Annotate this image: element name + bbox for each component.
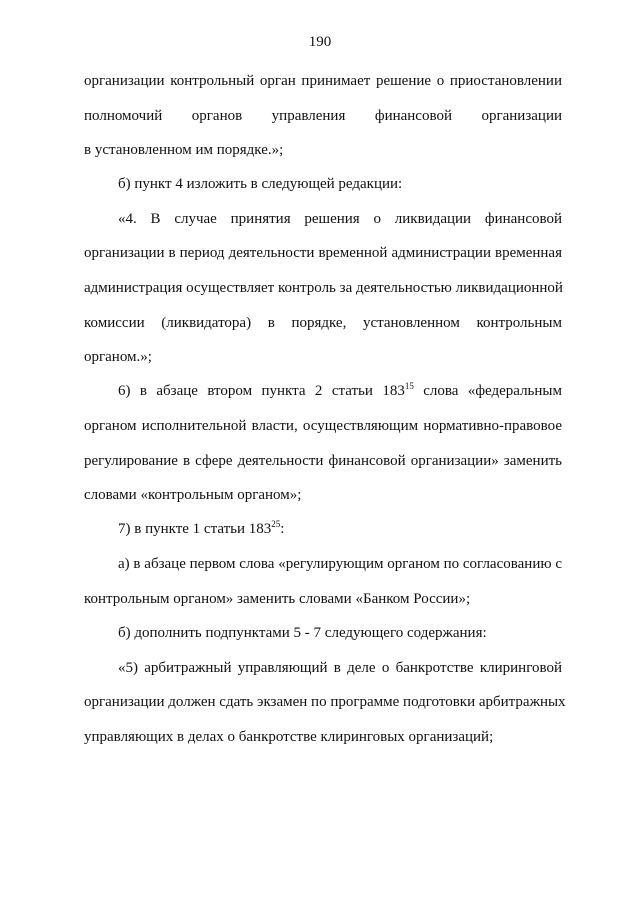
text-line: организации контрольный орган принимает решение о приостановлении — [84, 73, 562, 89]
page-number: 190 — [308, 34, 332, 50]
text-line: управляющих в делах о банкротстве клиринговых организаций; — [84, 729, 494, 745]
paragraph-first-line: б) пункт 4 изложить в следующей редакции: — [118, 176, 403, 192]
paragraph-first-line: а) в абзаце первом слова «регулирующим органом по согласованию с — [118, 556, 562, 572]
paragraph-first-line: б) дополнить подпунктами 5 - 7 следующего содержания: — [118, 625, 487, 641]
text-line: контрольным органом» заменить словами «Банком России»; — [84, 591, 471, 607]
text-segment: 7) в пункте 1 статьи 183 — [118, 521, 272, 537]
text-line: полномочий органов управления финансовой организации — [84, 108, 562, 124]
superscript: 15 — [404, 381, 414, 391]
text-line: в установленном им порядке.»; — [84, 142, 284, 158]
text-line: органом исполнительной власти, осуществляющим нормативно-правовое — [84, 418, 562, 434]
text-segment: слова «федеральным — [423, 383, 562, 399]
text-line: словами «контрольным органом»; — [84, 487, 302, 503]
text-segment: : — [280, 521, 285, 537]
text-line: комиссии (ликвидатора) в порядке, установленном контрольным — [84, 315, 562, 331]
paragraph-first-line: «4. В случае принятия решения о ликвидации финансовой — [118, 211, 562, 227]
text-line: организации должен сдать экзамен по программе подготовки арбитражных — [84, 694, 566, 710]
text-segment: 6) в абзаце втором пункта 2 статьи 183 — [118, 383, 405, 399]
text-line: органом.»; — [84, 349, 152, 365]
paragraph-first-line — [118, 381, 562, 401]
text-line: регулирование в сфере деятельности финансовой организации» заменить — [84, 453, 562, 469]
paragraph-first-line: «5) арбитражный управляющий в деле о банкротстве клиринговой — [118, 660, 562, 676]
superscript: 25 — [271, 519, 281, 529]
text-line: администрация осуществляет контроль за деятельностью ликвидационной — [84, 280, 563, 296]
paragraph-first-line — [118, 519, 562, 539]
text-line: организации в период деятельности временной администрации временная — [84, 245, 562, 261]
